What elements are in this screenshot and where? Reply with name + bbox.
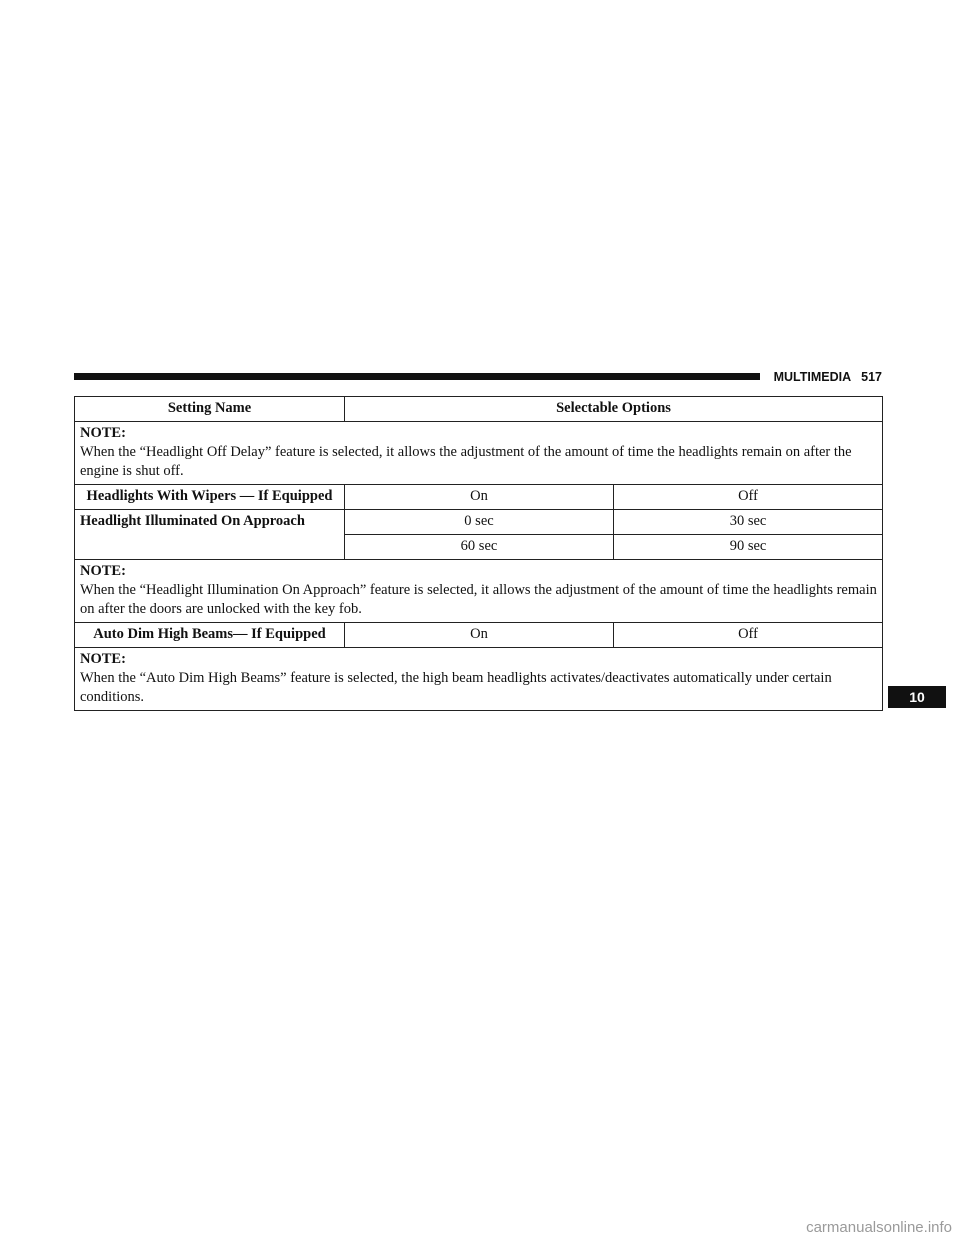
running-header xyxy=(770,368,882,386)
table-header-row xyxy=(75,397,883,422)
note-label: NOTE: xyxy=(80,563,126,579)
note-row xyxy=(75,648,883,711)
option-90-sec: 90 sec xyxy=(614,535,883,560)
note-auto-dim-high-beams xyxy=(75,648,883,711)
watermark: carmanualsonline.info xyxy=(806,1219,952,1236)
option-60-sec: 60 sec xyxy=(345,535,614,560)
note-text: When the “Auto Dim High Beams” feature is selected, the high beam headlights activates/deactivates automatically under certain conditions. xyxy=(80,670,832,705)
note-text: When the “Headlight Illumination On Approach” feature is selected, it allows the adjustment of the amount of time the headlights remain on after the doors are unlocked with the key fob. xyxy=(80,582,877,617)
setting-name-auto-dim-high-beams: Auto Dim High Beams— If Equipped xyxy=(75,623,345,648)
setting-name-headlight-illuminated-on-approach: Headlight Illuminated On Approach xyxy=(75,510,345,560)
note-row xyxy=(75,560,883,623)
option-30-sec: 30 sec xyxy=(614,510,883,535)
note-row xyxy=(75,422,883,485)
option-off: Off xyxy=(614,485,883,510)
note-headlight-illumination-on-approach xyxy=(75,560,883,623)
setting-name-headlights-with-wipers: Headlights With Wipers — If Equipped xyxy=(75,485,345,510)
option-off: Off xyxy=(614,623,883,648)
table-row xyxy=(75,510,883,535)
column-header-selectable-options: Selectable Options xyxy=(345,397,883,422)
note-headlight-off-delay xyxy=(75,422,883,485)
column-header-setting-name: Setting Name xyxy=(75,397,345,422)
settings-table xyxy=(74,396,883,711)
note-label: NOTE: xyxy=(80,651,126,667)
option-on: On xyxy=(345,623,614,648)
page-number: 517 xyxy=(861,370,882,384)
note-text: When the “Headlight Off Delay” feature is selected, it allows the adjustment of the amount of time the headlights remain on after the engine is shut off. xyxy=(80,444,852,479)
table-row xyxy=(75,623,883,648)
option-on: On xyxy=(345,485,614,510)
chapter-tab: 10 xyxy=(888,686,946,708)
note-label: NOTE: xyxy=(80,425,126,441)
option-0-sec: 0 sec xyxy=(345,510,614,535)
header-rule xyxy=(74,373,760,380)
section-title: MULTIMEDIA xyxy=(773,370,852,384)
table-row xyxy=(75,485,883,510)
